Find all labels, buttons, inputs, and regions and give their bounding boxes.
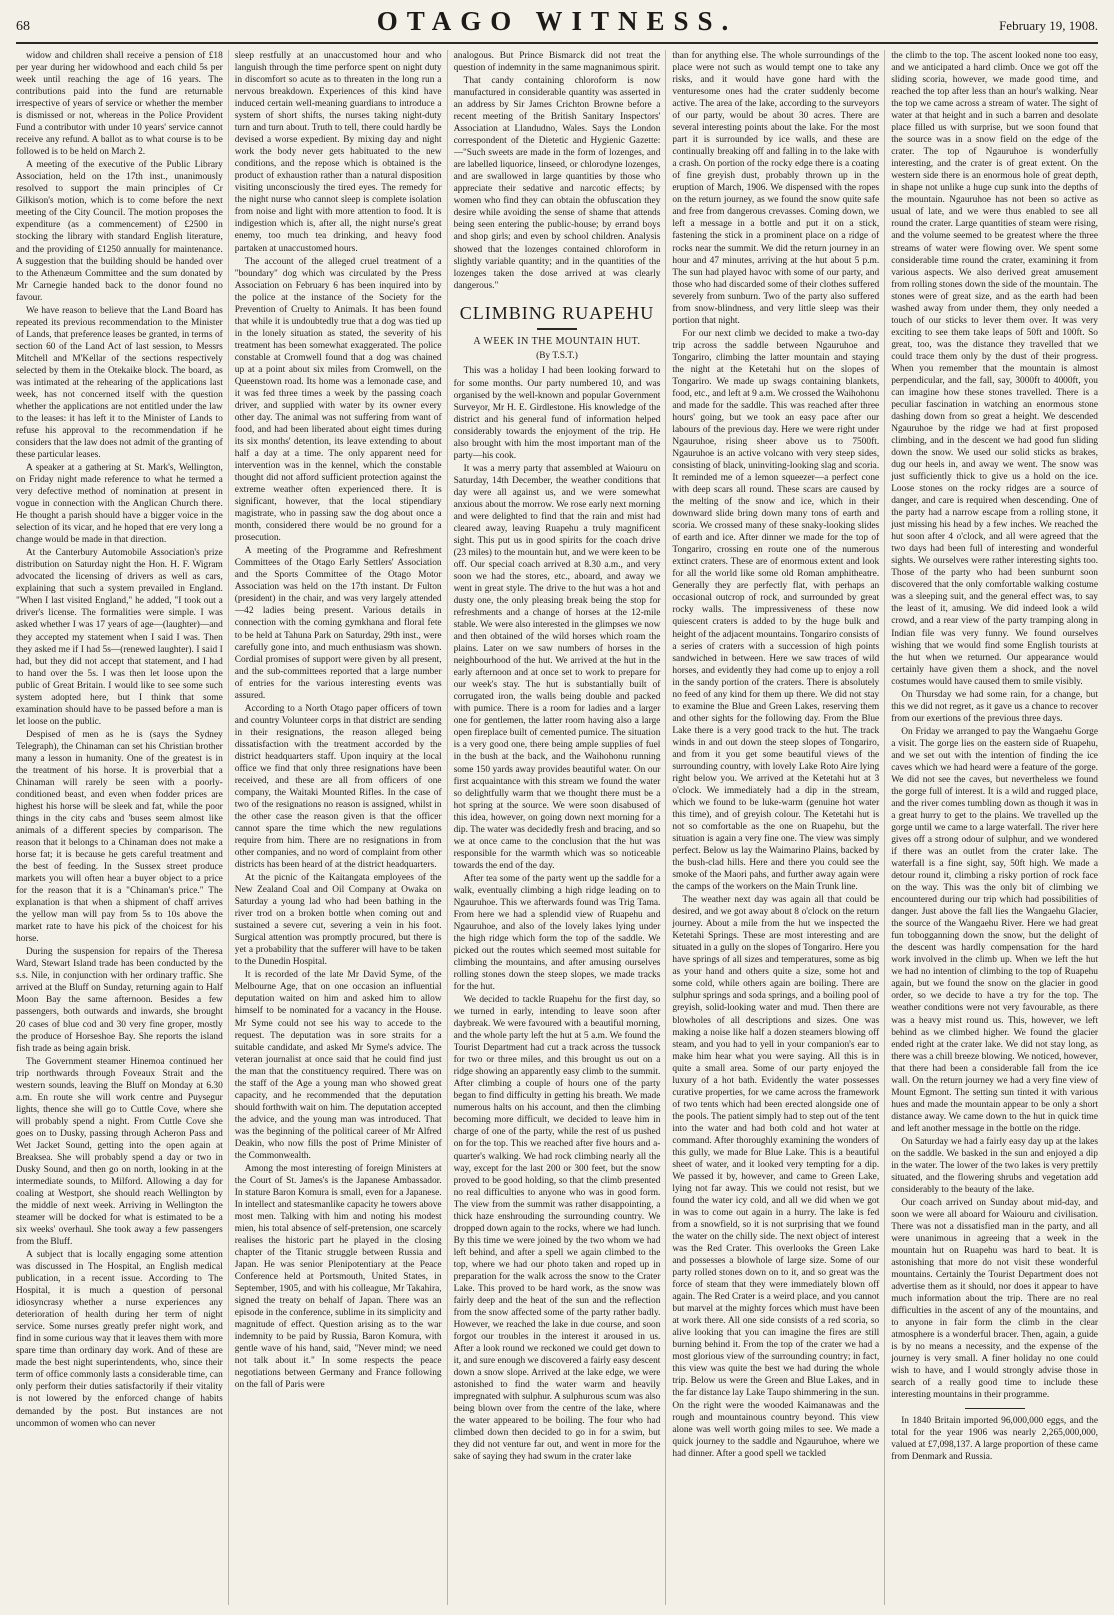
column-5-body — [891, 50, 1098, 1402]
paragraph: We decided to tackle Ruapehu for the first day, so we turned in early, intending to leave soon after daybreak. We were favoured with a beautiful morning, and the whole party left the hut at 5 a.m. We found the Tourist Department had cut a track across the tussock for two or three miles, and this brought us out on a ridge showing an apparently easy climb to the summit. After climbing a couple of hours one of the party began to find difficulty in getting his breath. We made numerous halts on his account, and then the climbing becoming more difficult, we decided to leave him in charge of one of the party, while the rest of us pushed on for the top. This we reached after five hours and a-quarter's walking. We had rock climbing nearly all the way, except for the last 200 or 300 feet, but the snow proved to be good holding, so that the climb presented no real difficulties to anyone who was in good form. The view from the summit was rather disappointing, a thick haze enshrouding the surrounding country. We dropped down again to the rocks, where we had lunch. By this time we were joined by the two whom we had left behind, and after a spell we again climbed to the top, where we had our photo taken and roped up in preparation for the walk across the snow to the Crater Lake. This proved to be hard work, as the snow was fairly deep and the heat of the sun and the reflection from the snow affected some of the party rather badly. However, we reached the lake in due course, and soon forgot our troubles in the interest it aroused in us. After a look round we reckoned we could get down to it, and sure enough we discovered a fairly easy descent down a snow slope. Arrived at the lake edge, we were astonished to find the water warm and heavily impregnated with sulphur. A sulphurous scum was also being blown over from the centre of the lake, where the water appeared to be boiling. The four who had climbed down then decided to go in for a swim, but they did not venture far out, and went in more for the sake of saying they had swum in the crater lake — [453, 995, 661, 1463]
column-1 — [16, 50, 229, 1605]
paragraph: Among the most interesting of foreign Ministers at the Court of St. James's is the Japanese Ambassador. In stature Baron Komura is small, even for a Japanese. In intellect and statesmanlike capacity he towers above most men. Talking with him and noting his modest mien, his total absence of self-pretension, one scarcely realises the historic part he played in the closing chapter of the Titanic struggle between Russia and Japan. He was senior Plenipotentiary at the Peace Conference held at Portsmouth, United States, in September, 1905, and with his colleague, Mr Takahira, signed the treaty on behalf of Japan. There was an episode in the conference, sublime in its simplicity and magnitude of effect. Question arising as to the war indemnity to be paid by Russia, Baron Komura, with gentle wave of his hand, said, "Never mind; we need not talk about it." In some respects the peace negotiations between Germany and France following on the fall of Paris were — [234, 1163, 442, 1391]
paragraph: At the Canterbury Automobile Association's prize distribution on Saturday night the Hon. H. F. Wigram advocated the licensing of drivers as well as cars, explaining that such a system prevailed in England. "When I last visited England," he added, "I took out a driver's license. The formalities were simple. I was asked whether I was 17 years of age—(laughter)—and they accepted my statement when I said I was. Then they asked me if I had 5s—(renewed laughter). I said I had, but they did not accept that statement, and I had to hand over the 5s. I was then let loose upon the public of Great Britain. I would like to see some such system adopted here, but I think that some examination should have to be passed before a man is let loose on the public. — [16, 548, 223, 727]
paragraph: On Saturday we had a fairly easy day up at the lakes on the saddle. We basked in the sun and enjoyed a dip in the water. The lower of the two lakes is very prettily situated, and the flowering shrubs and vegetation add considerably to the beauty of the lake. — [891, 1136, 1098, 1195]
paragraph: A speaker at a gathering at St. Mark's, Wellington, on Friday night made reference to what he termed a very defective method of nomination at present in vogue in connection with the Anglican Church there. He thought a parish should have a bigger voice in the selection of its vicar, and he hoped that ere very long a change would be made in that direction. — [16, 463, 223, 546]
paragraph: analogous. But Prince Bismarck did not treat the question of indemnity in the same magnanimous spirit. — [453, 51, 661, 74]
paragraph: According to a North Otago paper officers of town and country Volunteer corps in that district are sending in their resignations, the reason alleged being dissatisfaction with the treatment accorded by the district headquarters staff. Upon inquiry at the local office we find that only three resignations have been received, and these are all from officers of one company, the Waitaki Mounted Rifles. In the case of two of the resignations no reason is assigned, whilst in the other case the reason given is that the officer cannot spare the time which the new regulations require from him. There are no resignations in from other companies, and no word of complaint from other districts has been heard of at the district headquarters. — [234, 703, 442, 871]
paragraph: Our coach arrived on Sunday about mid-day, and soon we were all aboard for Waiouru and civilisation. There was not a dissatisfied man in the party, and all were unanimous in agreeing that a week in the mountain hut on Ruapehu was hard to beat. It is astonishing that more do not visit these wonderful mountains. Certainly the Tourist Department does not advertise them as it should, nor does it appear to have much information about the trip. There are no real difficulties in the ascent of any of the mountains, and to anyone in fair form the climb in the clear atmosphere is a wonderful bracer. Then, again, a guide is by no means a necessity, and the expense of the journey is very small. A finer holiday no one could wish to have, and I would strongly advise those in search of a really good time to include these interesting mountains in their programme. — [891, 1197, 1098, 1401]
paragraph: A subject that is locally engaging some attention was discussed in The Hospital, an English medical publication, in a recent issue. According to The Hospital, it is much a question of personal idiosyncrasy whether a nurse experiences any deterioration of health during her term of night service. Some nurses greatly prefer night work, and find in some curious way that it leaves them with more spare time than ordinary day work. And of these are made the best night superintendents, who, since their term of office commonly lasts a considerable time, can only perform their duties satisfactorily if their vitality is not lowered by the enforced change of habits demanded by the post. But instances are not uncommon of women who can never — [16, 1250, 223, 1429]
paragraph: For our next climb we decided to make a two-day trip across the saddle between Ngauruhoe and Tongariro, climbing the latter mountain and staying the night at the Ketetahi hut on the slopes of Tongariro. We made up swags containing blankets, food, etc., and left at 9 a.m. We crossed the Waihohonu and made for the saddle. This was reached after three hours' going, but we took an easy pace after our labours of the previous day. Here we were right under Ngauruhoe, rising sheer above us to 7500ft. Ngauruhoe is an active volcano with very steep sides, consisting of black, uninviting-looking slag and scoria. It reminded me of a lemon squeezer—a perfect cone with deep scars all round. These scars are caused by the melting of the snow and ice, which in their downward slide bring down many tons of earth and scoria. We crossed many of these snaky-looking slides of earth and ice. After dinner we made for the top of Tongariro, crossing en route one of the numerous extinct craters. These are of enormous extent and look for all the world like some old Roman amphitheatre. Generally they are perfectly flat, with perhaps an occasional outcrop of rock, and surrounded by great rocky walls. The impressiveness of these now quiescent craters is added to by the huge bulk and height of the adjacent mountains. Tongariro consists of a series of craters with a succession of high points sandwiched in between. Here we saw traces of wild horses, and evidently they had come up to enjoy a roll in the sandy portion of the craters. There is absolutely no feed of any kind for them up there. We did not stay to examine the Blue and Green Lakes, reserving them and other sights for the following day. From the Blue Lake there is a very good track to the hut. The track winds in and out down the steep slopes of Tongariro, and from it you get some beautiful views of the surrounding country, with lovely Lake Roto Aire lying right below you. We arrived at the Ketetahi hut at 3 o'clock. We immediately had a dip in the stream, which we found to be luke-warm (genuine hot water this time), and of greyish colour. The Ketetahi hut is not so comfortable as the one on Ruapehu, but the situation is again a very fine one. The view was simply perfect. Below us lay the Waimarino Plains, backed by the bush-clad hills. Here and there you could see the smoke of the Maori pahs, and further away again were the camps of the workers on the Main Trunk line. — [672, 328, 880, 893]
paragraph: It was a merry party that assembled at Waiouru on Saturday, 14th December, the weather conditions that day were all against us, and we were somewhat anxious about the morrow. We rose early next morning and were delighted to find that the rain and mist had cleared away, leaving Ruapehu a truly magnificent sight. This put us in good spirits for the coach drive (23 miles) to the mountain hut, and we were keen to be off. Our special coach arrived at 8.30 a.m., and very soon we had the stores, etc., aboard, and away we went in great style. The drive to the hut was a hot and dusty one, the only pleasing break being the stop for refreshments and a change of horses at the 12-mile stable. We were also interested in the glimpses we now and then obtained of the wild horses which roam the plains. Later on we saw numbers of horses in the neighbourhood of the hut. We arrived at the hut in the early afternoon and at once set to work to prepare for our week's stay. The hut is substantially built of corrugated iron, the walls being double and packed with pumice. There is a room for ladies and a larger one for gentlemen, the latter room having also a large open fireplace built of cemented pumice. The situation is a very good one, there being ample supplies of fuel in the bush at the back, and the Waihohonu running some 150 yards away provides beautiful water. On our first acquaintance with this stream we found the water so delightfully warm that we thought there must be a hot spring at the source. We were soon disabused of this idea, however, on going down next morning for a dip. The water was decidedly fresh and bracing, and so we at once came to the conclusion that the hut was responsible for the warmth which was so noticeable towards the end of the day. — [453, 463, 661, 871]
column-5 — [891, 50, 1098, 1605]
paragraph: the climb to the top. The ascent looked none too easy, and we anticipated a hard climb. Once we got off the sliding scoria, however, we made good time, and reached the top after less than an hour's walking. Near the top we came across a stream of water. The sight of water at that height and in such a barren and desolate place filled us with surprise, but we soon found that the source was in a snow field on the edge of the crater. The top of Ngauruhoe is wonderfully interesting, and the crater is of great extent. On the western side there is an enormous hole of great depth, in shape not unlike a huge cup sunk into the depths of the mountain. Ngauruhoe has not been so active as usual of late, and we were thus enabled to see all round the crater. Large quantities of steam were rising, and the volume seemed to be greatest where the three streams of water were flowing over. We spent some considerable time round the crater, examining it from various aspects. We also derived great amusement from rolling stones down the side of the mountain. The stones were of great size, and as the earth had been washed away from under them, they only needed a touch of our sticks to lever them over. It was very exciting to see them take leaps of 50ft and 100ft. So great, too, was the distance they travelled that we could trace them only by the dust of their progress. When you remember that the mountain is almost perpendicular, and the fall, say, 3000ft to 4000ft, you can imagine how these stones travelled. There is a peculiar fascination in watching an enormous stone dashing down from so great a height. We descended Ngauruhoe by the ridge we had at first proposed climbing, and in the descent we had good fun sliding down the snow. We used our solid sticks as brakes, dug our heels in, and away we went. The snow was just sufficiently thick to give us a hold on the ice. Loose stones on the rocky ridges are a source of danger, and care is required when descending. One of the party had a narrow escape from a rolling stone, it just missing his head by a few inches. We reached the hut soon after 4 o'clock, and all were agreed that the two days had been full of interesting and wonderful sights. We ourselves were rather interesting sights too. Those of the party who had been sunburnt soon discovered that the only comfortable walking costume was a sleeping suit, and the general effect was, to say the least of it, amusing. We did indeed look a wild crowd, and a rear view of the party tramping along in Indian file was very funny. We found ourselves wishing that we would find some English tourists at the hut when we returned. Our appearance would certainly have given them a shock, and the novel costumes would have caused them to smile visibly. — [891, 51, 1098, 687]
paragraph: The Government steamer Hinemoa continued her trip northwards through Foveaux Strait and the western sounds, leaving the Bluff on Monday at 6.30 a.m. En route she will work centre and Puysegur lights, thence she will go to Cuttle Cove, where she will probably spend a night. From Cuttle Cove she goes on to Dusky, passing through Acheron Pass and Wet Jacket Sound, getting into the open again at Breaksea. She will probably spend a day or two in Dusky Sound, and then go on north, looking in at the intermediate sounds, to Milford. Allowing a day for coaling at Westport, she should reach Wellington by the middle of next week. Arriving in Wellington the steamer will be docked for what is estimated to be a six weeks' overhaul. She took away a few passengers from the Bluff. — [16, 1056, 223, 1248]
paragraph: It is recorded of the late Mr David Syme, of the Melbourne Age, that on one occasion an influential deputation waited on him and asked him to allow himself to be nominated for a vacancy in the House. Mr Syme could not see his way to accede to the request. The deputation was in sore straits for a suitable candidate, and asked Mr Syme's advice. The veteran journalist at once said that he could find just the man that the constituency required. There was on the staff of the Age a young man who showed great capacity, and he recommended that the deputation should forthwith wait on him. The deputation accepted the advice, and the young man was introduced. That was the beginning of the political career of Mr Alfred Deakin, who now fills the post of Prime Minister of the Commonwealth. — [234, 970, 442, 1161]
paragraph: sleep restfully at an unaccustomed hour and who languish through the time perforce spent on night duty in discomfort so acute as to threaten in the long run a nervous breakdown. Experiences of this kind have induced certain well-meaning guardians to introduce a system of short shifts, the nurses taking night-duty turn and turn about. Truth to tell, there could hardly be devised a worse expedient. By mixing day and night work the body never gets habituated to the new conditions, and the repose which is obtained is the product of exhaustion rather than a natural disposition visiting unconsciously the tired eyes. The remedy for the night nurse who cannot sleep is complete isolation from noise and light with more attention to food. It is indigestion which is, after all, the night nurse's great enemy, too much tea drinking, and heavy food partaken at unaccustomed hours. — [234, 51, 442, 254]
column-3 — [454, 50, 667, 1605]
paragraph: In 1840 Britain imported 96,000,000 eggs, and the total for the year 1906 was nearly 2,265,000,000, valued at £7,098,137. A large proportion of these came from Denmark and Russia. — [891, 1415, 1098, 1462]
newspaper-title: OTAGO WITNESS. — [376, 6, 738, 36]
paragraph: We have reason to believe that the Land Board has repeated its previous recommendation to the Minister of Lands, that preference leases be granted, in terms of section 60 of the Land Act of last session, to Messrs Mitchell and M'Kellar of the sections respectively selected by them in the Otekaike block. The board, as was intimated at the rehearing of the applications last week, has not concerned itself with the question whether the applications are not entitled under the law to the leases: it has left it to the Minister of Lands to refuse his approval to the recommendation if he considers that the law does not admit of the granting of these particular leases. — [16, 305, 223, 461]
paragraph: On Friday we arranged to pay the Wangaehu Gorge a visit. The gorge lies on the eastern side of Ruapehu, and we set out with the intention of finding the ice caves which we had heard were a feature of the gorge. We did not see the caves, but nevertheless we found the gorge full of interest. It is a wild and rugged place, and the river comes tumbling down as though it was in a great hurry to get to the plains. We travelled up the gorge until we came to a large waterfall. The river here gives off a strong odour of sulphur, and we wondered if there was an outlet from the crater lake. The waterfall is a fine sight, say, 50ft high. We made a detour round it, climbing a risky portion of rock face on the way. This was the only bit of climbing we encountered during our trip which had possibilities of danger. Just above the fall lies the Wangaehu Glacier, the source of the Wangaehu River. Here we had great fun tobogganning down the snow, but the delight of the descent was hardly compensation for the hard work involved in the climb up. When we left the hut we had no intention of climbing to the top of Ruapehu again, but we found the snow on the glacier in good order, so we decide to have a try for the top. The weather conditions were not very favourable, as there was a heavy mist round us. This, however, we left behind as we climbed higher. We found the glacier ended right at the crater lake. We did not stay long, as there was a chill breeze blowing. We noticed, however, that there had been a considerable fall from the ice wall. On the return journey we had a very fine view of Mount Egmont. The setting sun tinted it with various hues and made the mountain appear to be only a short distance away. We came down to the hut in quick time and left another message in the bottle on the ridge. — [891, 726, 1098, 1134]
end-rule — [965, 1408, 1025, 1409]
page-number: 68 — [16, 19, 30, 34]
paragraph: After tea some of the party went up the saddle for a walk, eventually climbing a high ridge leading on to Ngauruhoe. This we afterwards found was Trig Tama. From here we had a splendid view of Ruapehu and Ngauruhoe, and also of the lovely lakes lying under the high ridge which form the top of the saddle. We picked out the routes which seemed most suitable for climbing the mountains, and after amusing ourselves rolling stones down the steep slopes, we made tracks for the hut. — [453, 873, 661, 993]
paragraph: The weather next day was again all that could be desired, and we got away about 8 o'clock on the return journey. About a mile from the hut we inspected the Ketetahi Springs. These are most interesting and are situated in a gully on the slopes of Tongariro. Here you have springs of all sizes and temperatures, some as big as your hand and others quite a size, some hot and some cold, while others again are boiling. There are sulphur springs and soda springs, and a boiling pool of greyish, solid-looking water and mud. Then there are blowholes of all descriptions and sizes. One was making a noise like half a dozen steamers blowing off steam, and you had to yell in your companion's ear to make him hear what you were saying. All this is in quite a small area. Some of our party enjoyed the luxury of a hot bath. Evidently the water possesses curative properties, for we came across the framework of two tents which had been erected alongside one of the pools. The patient simply had to step out of the tent into the water and had both cold and hot water at command. After thoroughly examining the wonders of this gully, we made for Blue Lake. This is a beautiful sheet of water, and it looked very tempting for a dip. We passed it by, however, and came to Green Lake, lying not far away. This we could not resist, but we found the water icy cold, and all we did when we got in was to come out again in a hurry. The lake is fed from a snowfield, so it is not surprising that we found the water on the chilly side. The next object of interest was the Red Crater. This overlooks the Green Lake and possesses a blowhole of large size. Some of our party rolled stones down on to it, and so great was the force of steam that they were immediately blown off again. The Red Crater is a weird place, and you cannot but marvel at the mighty forces which must have been at work there. All one side consists of a red scoria, so alive looking that you can imagine the fires are still burning behind it. From the top of the crater we had a most glorious view of the surrounding country; in fact, this view was quite the best we had during the whole trip. Below us were the Green and Blue Lakes, and in the far distance lay Lake Taupo shimmering in the sun. On the right were the wooded Kaimanawas and the rough and mountainous country beyond. This view alone was well worth going miles to see. We made a quick journey to the saddle and Ngauruhoe, where we had dinner. After a good spell we tackled — [672, 895, 880, 1459]
paragraph: A meeting of the Programme and Refreshment Committees of the Otago Early Settlers' Association and the Sports Committee of the Otago Motor Association was held on the 17th instant. Dr Fulton (president) in the chair, and was very largely attended—42 ladies being present. Various details in connection with the coming gymkhana and floral fete to be held at Tahuna Park on Saturday, 29th inst., were carefully gone into, and much enthusiasm was shown. Cordial promises of support were given by all present, and the sub-committees reported that a large number of entries for the various interesting events was assured. — [234, 546, 442, 701]
paragraph: During the suspension for repairs of the Theresa Ward, Stewart Island trade has been conducted by the s.s. Nile, in conjunction with her ordinary traffic. She arrived at the Bluff on Sunday, returning again to Half Moon Bay the same afternoon. Besides a few passengers, both outwards and inwards, she brought 20 cases of blue cod and 30 very fine groper, mostly the produce of Horseshoe Bay. She reports the island fish trade as being again brisk. — [16, 947, 223, 1054]
heading-rule — [537, 328, 577, 330]
paragraph: At the picnic of the Kaitangata employees of the New Zealand Coal and Oil Company at Owaka on Saturday a young lad who had been bathing in the river trod on a broken bottle when coming out and sustained a severe cut, severing a vein in his foot. Surgical attention was promptly procured, but there is yet a probability that the sufferer will have to be taken to the Dunedin Hospital. — [234, 873, 442, 968]
article-byline: (By T.S.T.) — [536, 351, 578, 362]
article-subheading: A WEEK IN THE MOUNTAIN HUT. — [473, 335, 641, 347]
paragraph: On Thursday we had some rain, for a change, but this we did not regret, as it gave us a chance to recover from our exertions of the previous three days. — [891, 689, 1098, 724]
paragraph: Despised of men as he is (says the Sydney Telegraph), the Chinaman can set his Christian brother many a lesson in humanity. One of the greatest is in the treatment of his horse. It is proverbial that a Chinaman will rarely be seen with a poorly-conditioned beast, and even when fodder prices are highest his horse will be sleek and fat, while the poor things in the city cabs and 'buses seem almost like animals of a different species by comparison. The reason that it belongs to a Chinaman does not make a horse fat; it is because he gets careful treatment and the best of feeding. In the Sussex street produce markets you will often hear a buyer object to a price for the reason that it is a "Chinaman's price." The explanation is that when a shipment of chaff arrives the yellow man will pay from 5s to 10s above the market rate to have his pick of the choicest for his horse. — [16, 729, 223, 945]
paragraph: than for anything else. The whole surroundings of the place were not such as would tempt one to take any risks, and it would have gone hard with the venturesome ones had the crater suddenly become active. The area of the lake, according to the surveyors of our party, would be about 30 acres. There are several interesting points about the lake. For the most part it is surrounded by ice walls, and these are continually breaking off and falling in to the lake with a crash. On portion of the rocky edge there is a coating of fine greyish dust, probably thrown up in the eruption of March, 1906. We dispensed with the ropes on the return journey, as we found the snow quite safe and free from dangerous crevasses. Coming down, we left a message in a bottle and put it on a stick, fastening the stick in a prominent place on a ridge of rocks near the summit. We did the return journey in an hour and 47 minutes, arriving at the hut about 5 p.m. The sun had played havoc with some of our party, and those who had discarded some of their clothes suffered severely from sunburn. Two of the party also suffered from snow-blindness, and very little sleep was their portion that night. — [672, 51, 880, 326]
paragraph: The account of the alleged cruel treatment of a "boundary" dog which was circulated by the Press Association on February 6 has been inquired into by the police at the instance of the Society for the Prevention of Cruelty to Animals. It has been found that while it is undoubtedly true that a dog was tied up in the lonely situation as stated, the severity of his treatment has been somewhat exaggerated. The police constable at Cromwell found that a dog was chained up at a point about six miles from Cromwell, on the Queenstown road. Its home was a lemonade case, and it was fed three times a week by the passing coach driver, and supplied with water by its owner every other day. The animal was not suffering from want of food, and had been liberated about eight times during its six months' detention, its leave extending to about half a day at a time. The only apparent need for intervention was in the kennel, which the constable thought did not afford sufficient protection against the extreme weather often experienced there. It is significant, however, that the local stipendiary magistrate, who in passing saw the dog about once a month, considered there would be no ground for a prosecution. — [234, 256, 442, 544]
masthead — [16, 6, 1098, 34]
column-2 — [235, 50, 448, 1605]
column-3-top — [454, 50, 661, 292]
masthead-rule — [16, 42, 1098, 44]
paragraph: That candy containing chloroform is now manufactured in considerable quantity was asserted in an address by Sir James Crichton Browne before a recent meeting of the British Sanitary Inspectors' Association at Llandudno, Wales. Says the London correspondent of the Dietetic and Hygienic Gazette:—"Such sweets are made in the form of lozenges, and are labelled liquorice, linseed, or chlorodyne lozenges, and are swallowed in large quantities by those who appreciate their sedative and narcotic effects; by women who find they can obtain the obfuscation they desire while avoiding the sense of shame that attends being seen entering the public-house; by errand boys and shop girls; and even by school children. Analysis showed that the lozenges contained chloroform in slightly variable quantity; and in the quantities of the lozenges taken the dose arrived at was clearly dangerous." — [453, 76, 661, 291]
column-4 — [672, 50, 885, 1605]
issue-date: February 19, 1908. — [999, 18, 1098, 33]
article-body — [454, 365, 661, 1463]
paragraph: This was a holiday I had been looking forward to for some months. Our party numbered 10, and was organised by the well-known and popular Government Surveyor, Mr H. E. Girdlestone. His knowledge of the district and his general fund of information helped considerably towards the enjoyment of the trip. He also brought with him the most important man of the party—his cook. — [453, 366, 661, 461]
article-heading: CLIMBING RUAPEHU — [459, 302, 655, 323]
paragraph: A meeting of the executive of the Public Library Association, held on the 17th inst., unanimously resolved to support the main principles of Cr Gilkison's motion, which is to come before the next meeting of the City Council. The motion proposes the expenditure (as a commencement) of £2500 in stocking the library with standard English literature, and the providing of £1250 annually for maintenance. A suggestion that the building should be handed over to the Athenæum Committee and the sum donated by Mr Carnegie handed back to the donor found no favour. — [16, 160, 223, 303]
columns — [16, 50, 1098, 1605]
paragraph: widow and children shall receive a pension of £18 per year during her widowhood and each child 5s per week until reaching the age of 16 years. The contributions paid into the fund are returnable irrespective of years of service or whether the member is dismissed or not, whereas in the Police Provident Fund a contributor with under 10 years' service cannot receive any refund. A ballot as to what course is to be followed is to be held on March 2. — [16, 51, 223, 158]
